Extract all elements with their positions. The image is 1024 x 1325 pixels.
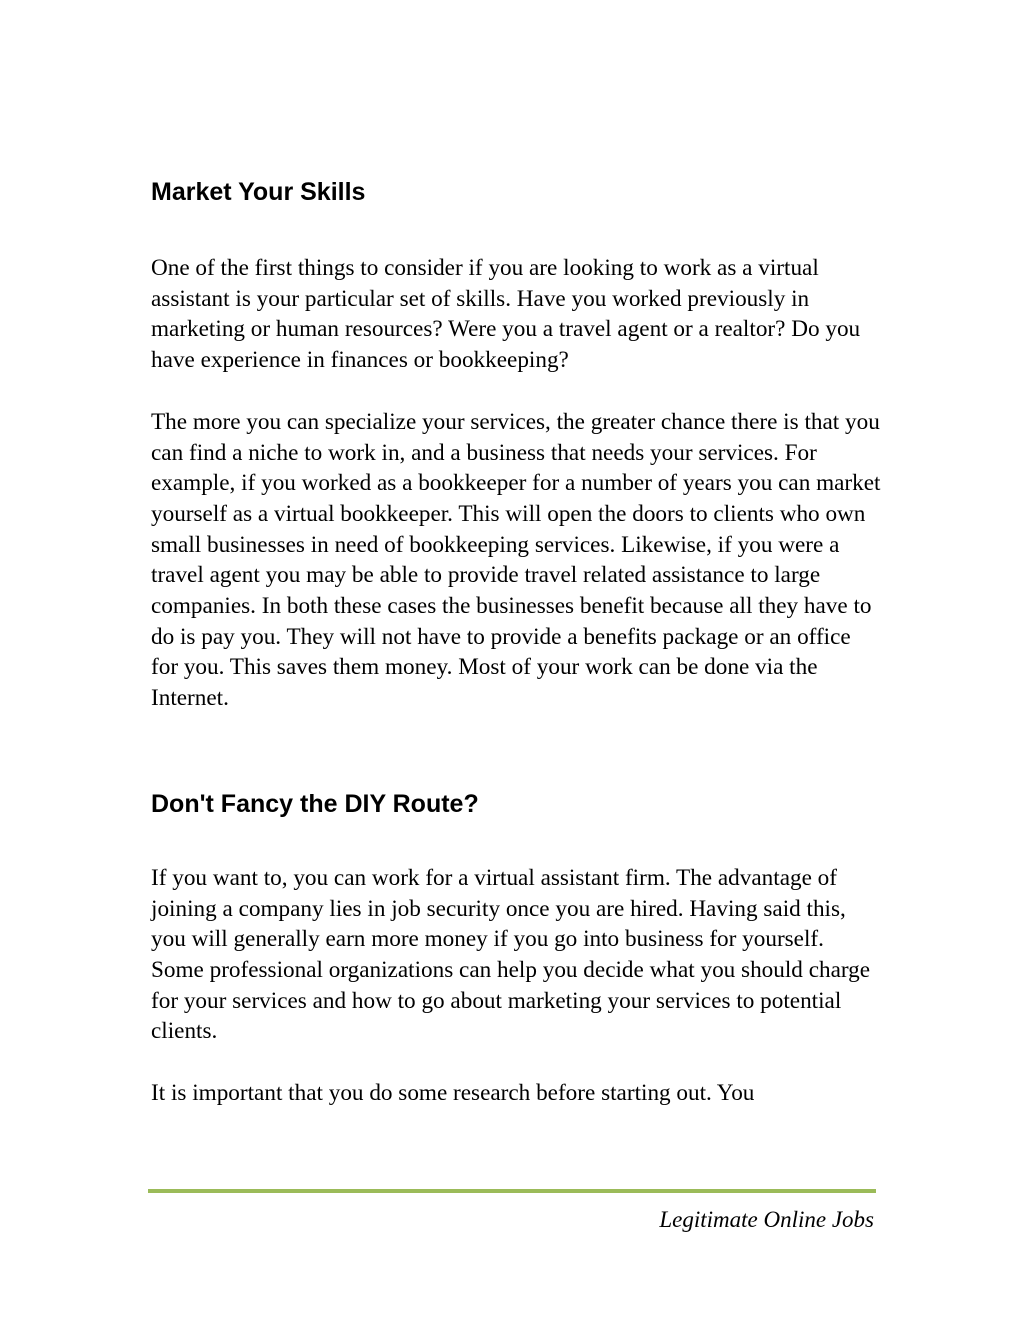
page-content: [151, 176, 881, 1109]
footer-title: Legitimate Online Jobs: [659, 1207, 874, 1232]
body-paragraph: The more you can specialize your services, the greater chance there is that you can find a niche to work in, and a business that needs your services. For example, if you worked as a bookkeeper for a number of years you can market yourself as a virtual bookkeeper. This will open the doors to clients who own small businesses in need of bookkeeping services. Likewise, if you were a travel agent you may be able to provide travel related assistance to large companies. In both these cases the businesses benefit because all they have to do is pay you. They will not have to provide a benefits package or an office for you. This saves them money. Most of your work can be done via the Internet.: [151, 408, 881, 712]
section-heading-market-your-skills: Market Your Skills: [151, 178, 366, 206]
footer-divider: [148, 1189, 876, 1193]
body-paragraph: If you want to, you can work for a virtual assistant firm. The advantage of joining a company lies in job security once you are hired. Having said this, you will generally earn more money if you go into business for yourself. Some professional organizations can help you decide what you should charge for your services and how to go about marketing your services to potential clients.: [151, 864, 871, 1045]
body-paragraph: One of the first things to consider if you are looking to work as a virtual assistant is your particular set of skills. Have you worked previously in marketing or human resources? Were you a travel agent or a realtor? Do you have experience in finances or bookkeeping?: [151, 255, 861, 374]
section-heading-diy-route: Don't Fancy the DIY Route?: [151, 789, 479, 818]
body-paragraph: It is important that you do some research before starting out. You: [151, 1080, 755, 1107]
